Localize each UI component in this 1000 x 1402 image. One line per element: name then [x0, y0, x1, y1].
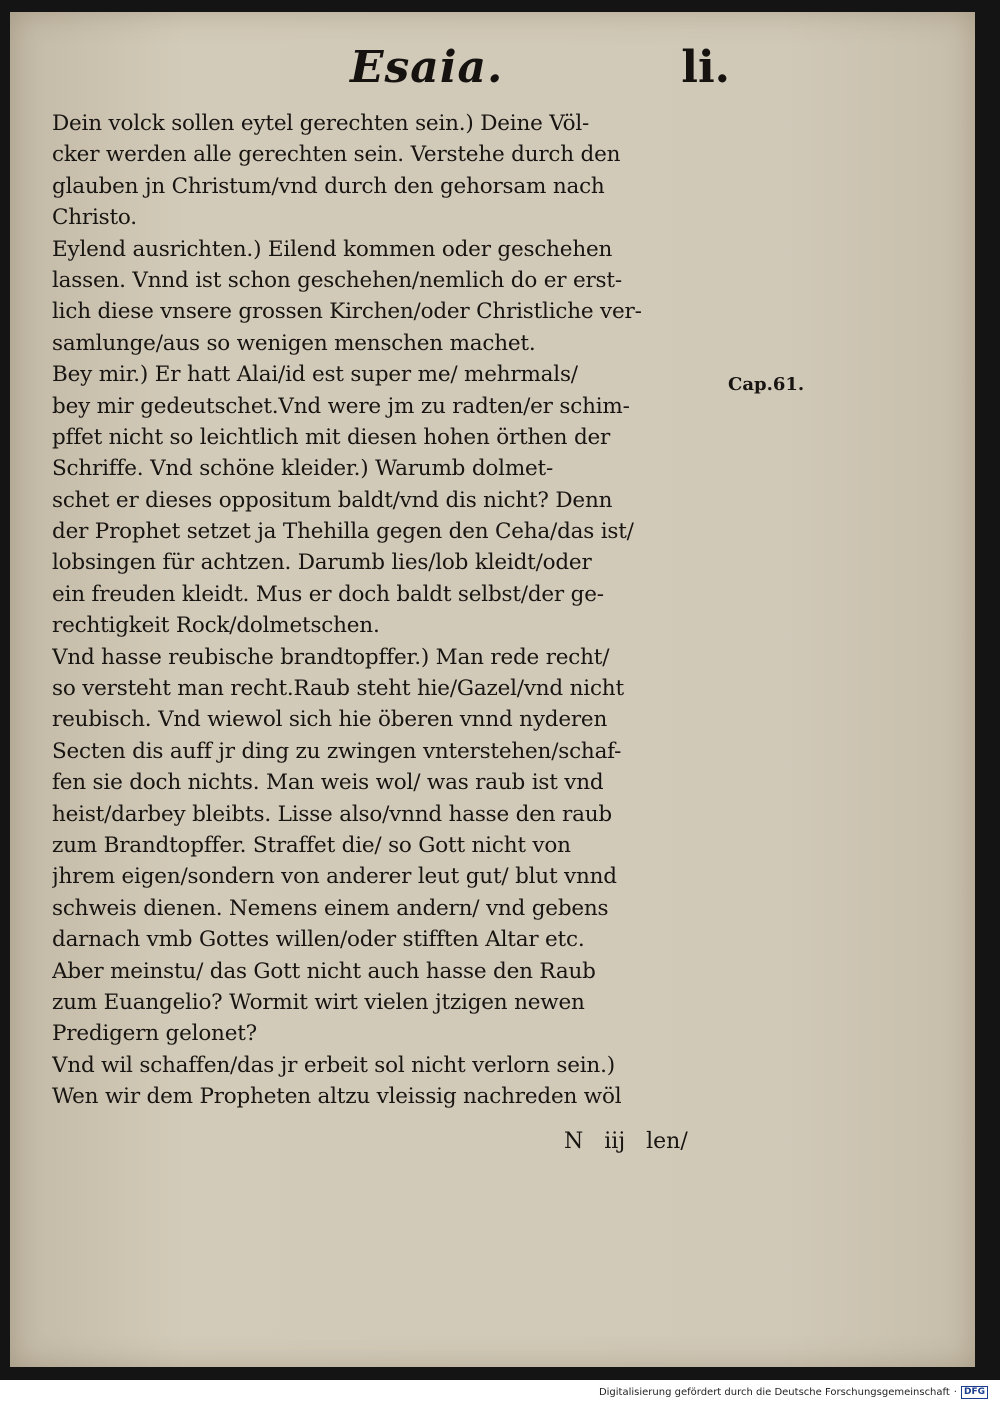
- text-line: Christo.: [52, 205, 137, 231]
- text-line: ein freuden kleidt. Mus er doch baldt selbst/der ge-: [52, 581, 604, 607]
- dfg-logo-icon: DFG: [961, 1386, 988, 1399]
- running-head: Esaia.: [350, 42, 504, 93]
- text-line: glauben jn Christum/vnd durch den gehorsam nach: [52, 173, 605, 199]
- text-line: Secten dis auff jr ding zu zwingen vnterstehen/schaf-: [52, 738, 622, 764]
- text-line: Wen wir dem Propheten altzu vleissig nachreden wöl: [52, 1084, 622, 1110]
- text-line: lassen. Vnnd ist schon geschehen/nemlich do er erst-: [52, 267, 622, 293]
- footer-credit: Digitalisierung gefördert durch die Deutsche Forschungsgemeinschaft · DFG: [599, 1386, 988, 1399]
- text-line: darnach vmb Gottes willen/oder stifften Altar etc.: [52, 927, 585, 953]
- text-line: schweis dienen. Nemens einem andern/ vnd gebens: [52, 895, 609, 921]
- text-line: Vnd wil schaffen/das jr erbeit sol nicht verlorn sein.): [52, 1052, 615, 1078]
- text-line: schet er dieses oppositum baldt/vnd dis nicht? Denn: [52, 487, 613, 513]
- text-line: Vnd hasse reubische brandtopffer.) Man rede recht/: [52, 644, 610, 670]
- text-line: so versteht man recht.Raub steht hie/Gazel/vnd nicht: [52, 676, 624, 702]
- text-line: zum Brandtopffer. Straffet die/ so Gott nicht von: [52, 832, 571, 858]
- body-text: [52, 108, 742, 1113]
- text-line: reubisch. Vnd wiewol sich hie öberen vnnd nyderen: [52, 707, 608, 733]
- margin-note: Cap.61.: [728, 374, 805, 395]
- text-line: lobsingen für achtzen. Darumb lies/lob kleidt/oder: [52, 550, 592, 576]
- catchline-signature: N iij len/: [564, 1129, 688, 1154]
- text-line: pffet nicht so leichtlich mit diesen hohen örthen der: [52, 424, 611, 450]
- text-line: Bey mir.) Er hatt Alai/id est super me/ mehrmals/: [52, 362, 578, 388]
- text-line: bey mir gedeutschet.Vnd were jm zu radten/er schim-: [52, 393, 630, 419]
- text-line: Aber meinstu/ das Gott nicht auch hasse den Raub: [52, 958, 596, 984]
- text-line: Dein volck sollen eytel gerechten sein.) Deine Völ-: [52, 111, 590, 136]
- text-line: Predigern gelonet?: [52, 1021, 257, 1047]
- text-line: samlunge/aus so wenigen menschen machet.: [52, 330, 536, 356]
- book-page: [10, 12, 975, 1367]
- text-line: Eylend ausrichten.) Eilend kommen oder geschehen: [52, 236, 613, 262]
- page-header: [350, 42, 730, 102]
- text-line: der Prophet setzet ja Thehilla gegen den Ceha/das ist/: [52, 519, 634, 545]
- footer-text: Digitalisierung gefördert durch die Deutsche Forschungsgemeinschaft: [598, 1387, 950, 1398]
- text-line: Schriffe. Vnd schöne kleider.) Warumb dolmet-: [52, 456, 554, 482]
- text-line: zum Euangelio? Wormit wirt vielen jtzigen newen: [52, 989, 585, 1015]
- folio-number: li.: [681, 42, 730, 93]
- text-line: heist/darbey bleibts. Lisse also/vnnd hasse den raub: [52, 801, 612, 827]
- text-line: lich diese vnsere grossen Kirchen/oder Christliche ver-: [52, 299, 642, 325]
- text-line: jhrem eigen/sondern von anderer leut gut/ blut vnnd: [52, 864, 617, 890]
- text-line: cker werden alle gerechten sein. Verstehe durch den: [52, 142, 621, 168]
- text-line: rechtigkeit Rock/dolmetschen.: [52, 613, 380, 639]
- text-line: fen sie doch nichts. Man weis wol/ was raub ist vnd: [52, 770, 604, 796]
